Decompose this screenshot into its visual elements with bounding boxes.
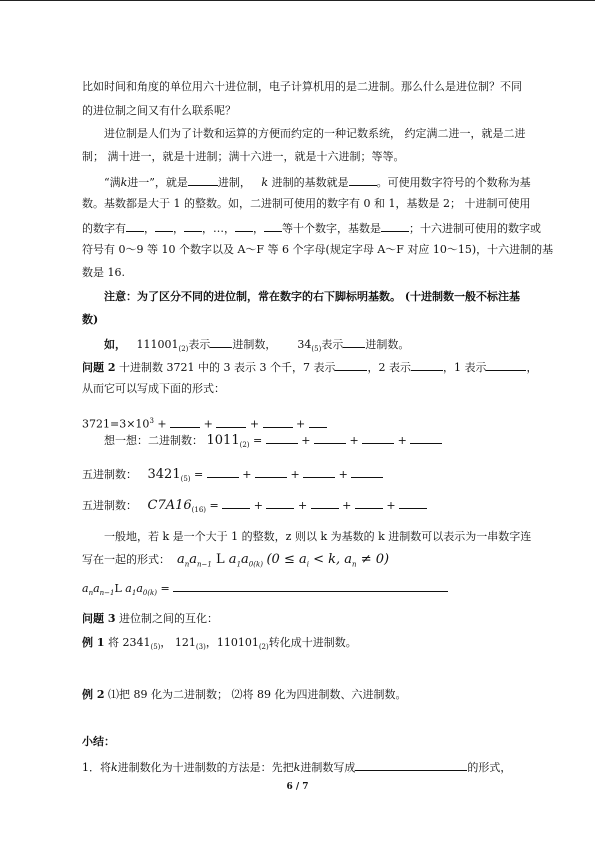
blank[interactable] [486,359,526,371]
header-rule [0,0,595,1]
text-line: 的进位制之间又有什么联系呢？ [82,104,236,117]
formula: $a_na_{n-1}$ L $a_1a_{0(k)}$ [177,552,263,569]
text-span: 等十个数字，基数是 [282,222,381,235]
text-span: 进制数写成 [300,761,356,774]
hex-line: 五进制数： $C7A16_{(16)}$ = + + + + [82,497,427,517]
variable: k [111,761,118,774]
answer-blank[interactable] [173,580,448,592]
text-line: 比如时间和角度的单位用六十进位制，电子计算机用的是二进制。那么什么是进位制？不同 [82,80,522,93]
question-line [82,612,218,626]
text-span: 1．将 [82,761,111,774]
blank[interactable] [309,416,327,428]
number: C7A16 [147,498,192,513]
blank[interactable] [210,336,232,348]
equation: 3721=3×10 [82,417,150,431]
blank[interactable] [355,497,383,509]
text-span: ；十六进制可使用的数字或 [409,222,541,235]
text-span: ， 121 [160,636,196,649]
blank[interactable] [255,466,287,478]
think-line: 想一想：二进制数： $1011_{(2)}$ = + + + [104,432,442,452]
text-span: 。可使用数字符号的个数称为基 [376,176,531,189]
text-span: 写在一起的形式： [82,553,170,566]
blank[interactable] [335,359,367,371]
blank[interactable] [207,466,239,478]
equation-line: $3721=3\times 10^3$ + + + + [82,414,327,432]
text-span: 表示 [321,338,344,351]
blank[interactable] [188,174,218,186]
text-span: 进制数化为十进制数的方法是：先把 [117,761,294,774]
formula-line [82,553,389,572]
number: 34 [297,338,312,351]
text-span: ，110101 [205,636,259,649]
text-span: 进一”，就是 [127,176,188,189]
blank[interactable] [311,497,339,509]
text-line: 符号有 0～9 等 10 个数字以及 A～F 等 6 个字母(规定字母 A～F 对应 10～15)，十六进制的基 [82,243,554,256]
blank[interactable] [314,432,346,444]
blank[interactable] [355,759,467,771]
blank[interactable] [399,497,427,509]
text-span: 五进制数： [82,499,137,512]
number: 1011 [206,433,240,448]
text-line: 一般地，若 k 是一个大于 1 的整数，z 则以 k 为基数的 k 进制数可以表示为一串数字连 [104,530,532,543]
text-span: ，2 表示 [367,361,411,374]
base-subscript: (16) [191,506,207,515]
base-subscript: (5) [150,643,161,652]
text-span: “满 [104,176,121,189]
text-line: 制； 满十进一，就是十进制；满十六进一，就是十六进制；等等。 [82,150,405,163]
variable: k [261,176,269,189]
blank[interactable] [155,220,173,232]
blank[interactable] [264,220,282,232]
text-line: 的数字有 ， ， ，…， ， 等十个数字，基数是 ；十六进制可使用的数字或 [82,222,541,235]
exponent: 3 [149,417,154,425]
text-span: 将 2341 [104,636,151,649]
blank[interactable] [411,359,443,371]
text-span: 想一想：二进制数： [104,434,203,447]
condition: ($0 \le a_i < k$, $a_n \ne 0$) [266,552,390,569]
base-subscript: (5) [311,345,322,354]
text-span: 转化成十进制数。 [268,636,357,649]
blank[interactable] [266,432,298,444]
blank[interactable] [126,220,144,232]
page-number: 6 / 7 [286,782,309,792]
example-line [104,336,409,356]
variable: k [293,761,301,774]
text-span: 进制， [217,176,251,189]
formula: $a_na_{n-1}L$ $a_1a_{0(k)}$ [82,582,158,598]
text-span: 五进制数： [82,468,137,481]
blank[interactable] [410,432,442,444]
blank[interactable] [216,416,246,428]
number: 111001 [136,338,179,351]
base-subscript: (2) [239,441,250,450]
blank[interactable] [235,220,253,232]
base-subscript: (5) [180,475,191,484]
blank[interactable] [184,220,202,232]
text-span: 进制数， [232,338,277,351]
example-1 [82,636,357,654]
summary-title: 小结： [82,735,115,748]
blank[interactable] [362,432,394,444]
blank[interactable] [349,174,377,186]
text-line: 数是 16. [82,266,125,279]
text-line: 数。基数都是大于 1 的整数。如，二进制可使用的数字有 0 和 1，基数是 2； 十进制可使用 [82,197,531,210]
summary-line [82,759,511,775]
text-span: ⑴把 89 化为二进制数； ⑵将 89 化为四进制数、六进制数。 [104,688,407,701]
blank[interactable] [351,466,383,478]
blank[interactable] [303,466,335,478]
text-line: 从而它可以写成下面的形式： [82,382,225,395]
text-span: 进位制之间的互化： [115,612,218,625]
variable: k [120,176,128,189]
text-span: 表示 [188,338,211,351]
example-title: 例 2 [82,688,105,701]
base-subscript: (2) [178,345,189,354]
text-line [104,174,531,190]
question-title: 问题 2 [82,361,116,374]
note-line: 注意：为了区分不同的进位制，常在数字的右下脚标明基数。 (十进制数一般不标注基 [104,290,521,303]
text-span: 的数字有 [82,222,126,235]
formula-answer-line: $a_na_{n-1}L$ $a_1a_{0(k)}$ = [82,580,448,600]
text-span: 十进制数 3721 中的 3 表示 3 个千，7 表示 [115,361,336,374]
question-line [82,359,537,375]
blank[interactable] [170,416,200,428]
question-title: 问题 3 [82,612,116,625]
five-line: 五进制数： $3421_{(5)}$ = + + + [82,466,383,486]
text-line: 进位制是人们为了计数和运算的方便而约定的一种记数系统， 约定满二进一，就是二进 [104,127,526,140]
text-span: 的形式， [467,761,512,774]
blank[interactable] [381,220,409,232]
blank[interactable] [343,336,365,348]
note-line: 数) [82,313,99,326]
base-subscript: (3) [195,643,206,652]
blank[interactable] [222,497,250,509]
text-span: 进制的基数就是 [271,176,349,189]
text-span: 进制数。 [365,338,410,351]
number: 3421 [147,467,181,482]
example-title: 例 1 [82,636,105,649]
example-2 [82,688,406,702]
base-subscript: (2) [258,643,269,652]
text-span: 如， [104,338,126,351]
blank[interactable] [266,497,294,509]
text-span: ， [526,361,538,374]
blank[interactable] [263,416,293,428]
text-span: ，1 表示 [442,361,487,374]
